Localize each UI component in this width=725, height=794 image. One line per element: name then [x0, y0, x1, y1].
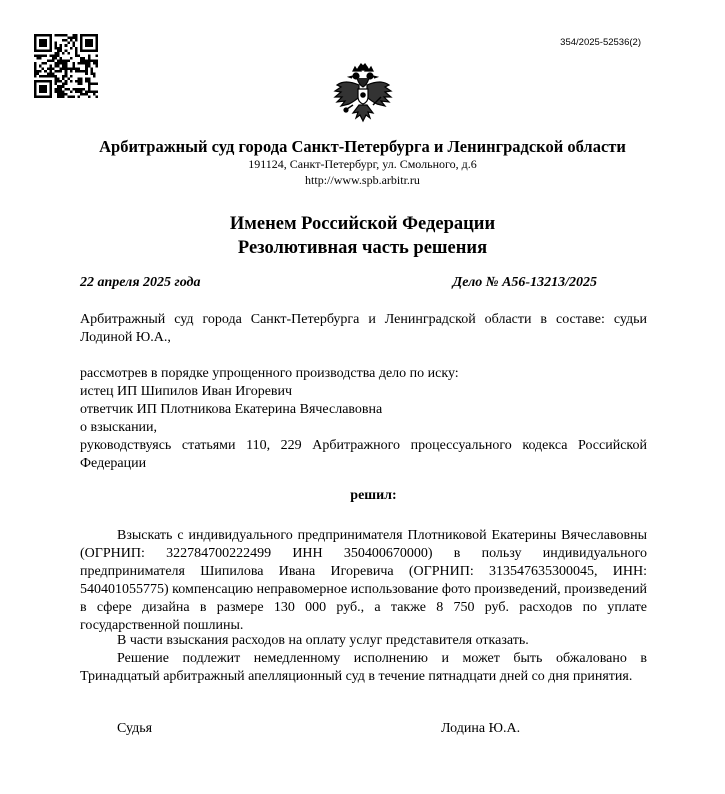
considered-line: рассмотрев в порядке упрощенного производства дело по иску: — [80, 366, 459, 381]
ruling-paragraph-3: Решение подлежит немедленному исполнению и может быть обжаловано в Тринадцатый арбитражный апелляционный суд в течение пятнадцати дней со дня принятия. — [80, 651, 647, 684]
russian-coat-of-arms-icon — [331, 63, 395, 127]
judge-label: Судья — [117, 721, 153, 736]
intro-paragraph: Арбитражный суд города Санкт-Петербурга и Ленинградской области в составе: судьи Лодиной Ю.А., — [80, 312, 647, 345]
ruling-paragraph-2: В части взыскания расходов на оплату услуг представителя отказать. — [117, 633, 529, 648]
plaintiff-line: истец ИП Шипилов Иван Игоревич — [80, 384, 293, 399]
court-name: Арбитражный суд города Санкт-Петербурга и Ленинградской области — [99, 137, 626, 156]
judge-name: Лодина Ю.А. — [441, 721, 521, 736]
document-subtitle: Резолютивная часть решения — [237, 238, 488, 258]
qr-code-icon — [34, 34, 98, 98]
defendant-line: ответчик ИП Плотникова Екатерина Вячеславовна — [80, 402, 383, 417]
court-address: 191124, Санкт-Петербург, ул. Смольного, д.6 — [248, 157, 477, 171]
subject-line: о взыскании, — [80, 420, 158, 435]
court-website: http://www.spb.arbitr.ru — [305, 173, 420, 187]
ruling-paragraph-1: Взыскать с индивидуального предпринимателя Плотниковой Екатерины Вячеславовны (ОГРНИП: 322784700222499 ИНН 350400670000) в пользу индивидуального предпринимателя Шипилова Ивана Игоревича (ОГРНИП: 313547635300045, ИНН: 540401055775) компенсацию неправомерное использование фото произведений, произведений в сфере дизайна в размере 130 000 руб., а также 8 750 руб. расходов по уплате государственной пошлины. — [80, 528, 647, 633]
document-title: Именем Российской Федерации — [229, 214, 496, 234]
decision-date: 22 апреля 2025 года — [80, 275, 201, 290]
case-number: Дело № А56-13213/2025 — [452, 275, 597, 290]
document-number: 354/2025-52536(2) — [560, 37, 641, 48]
decided-heading: решил: — [350, 488, 397, 503]
guided-line: руководствуясь статьями 110, 229 Арбитражного процессуального кодекса Российской Федерации — [80, 438, 647, 471]
case-details — [80, 365, 647, 473]
